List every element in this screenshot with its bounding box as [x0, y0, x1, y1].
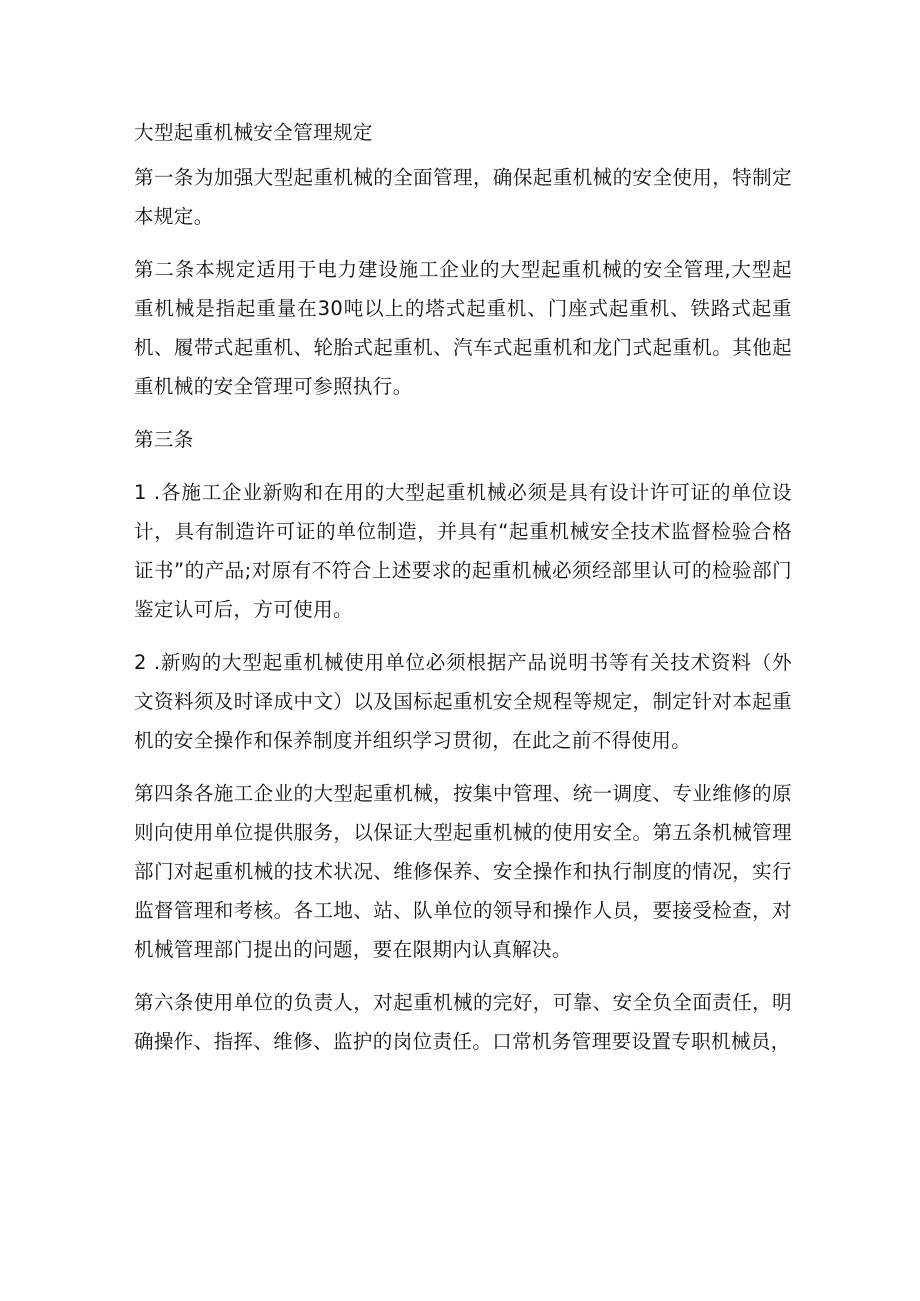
document-title: 大型起重机械安全管理规定 — [134, 121, 373, 144]
article-1-paragraph: 第一条为加强大型起重机械的全面管理，确保起重机械的安全使用，特制定本规定。 — [134, 166, 792, 228]
document-body — [134, 113, 792, 1075]
article-6-paragraph: 第六条使用单位的负责人，对起重机械的完好，可靠、安全负全面责任，明确操作、指挥、维修、监护的岗位责任。口常机务管理要设置专职机械员， — [134, 991, 792, 1053]
article-4-5-paragraph: 第四条各施工企业的大型起重机械，按集中管理、统一调度、专业维修的原则向使用单位提供服务，以保证大型起重机械的使用安全。第五条机械管理部门对起重机械的技术状况、维修保养、安全操作和执行制度的情况，实行监督管理和考核。各工地、站、队单位的领导和操作人员，要接受检查，对机械管理部门提出的问题，要在限期内认真解决。 — [134, 782, 792, 961]
article-2-paragraph: 第二条本规定适用于电力建设施工企业的大型起重机械的安全管理,大型起重机械是指起重量在30吨以上的塔式起重机、门座式起重机、铁路式起重机、履带式起重机、轮胎式起重机、汽车式起重机和龙门式起重机。其他起重机械的安全管理可参照执行。 — [134, 258, 792, 398]
article-3-item-2: 2 .新购的大型起重机械使用单位必须根据产品说明书等有关技术资料（外文资料须及时译成中文）以及国标起重机安全规程等规定，制定针对本起重机的安全操作和保养制度并组织学习贯彻，在此之前不得使用。 — [134, 651, 792, 752]
article-3-heading: 第三条 — [134, 428, 194, 451]
article-3-item-1: 1 .各施工企业新购和在用的大型起重机械必须是具有设计许可证的单位设计，具有制造许可证的单位制造，并具有“起重机械安全技术监督检验合格证书”的产品;对原有不符合上述要求的起重机械必须经部里认可的检验部门鉴定认可后，方可使用。 — [134, 481, 792, 621]
